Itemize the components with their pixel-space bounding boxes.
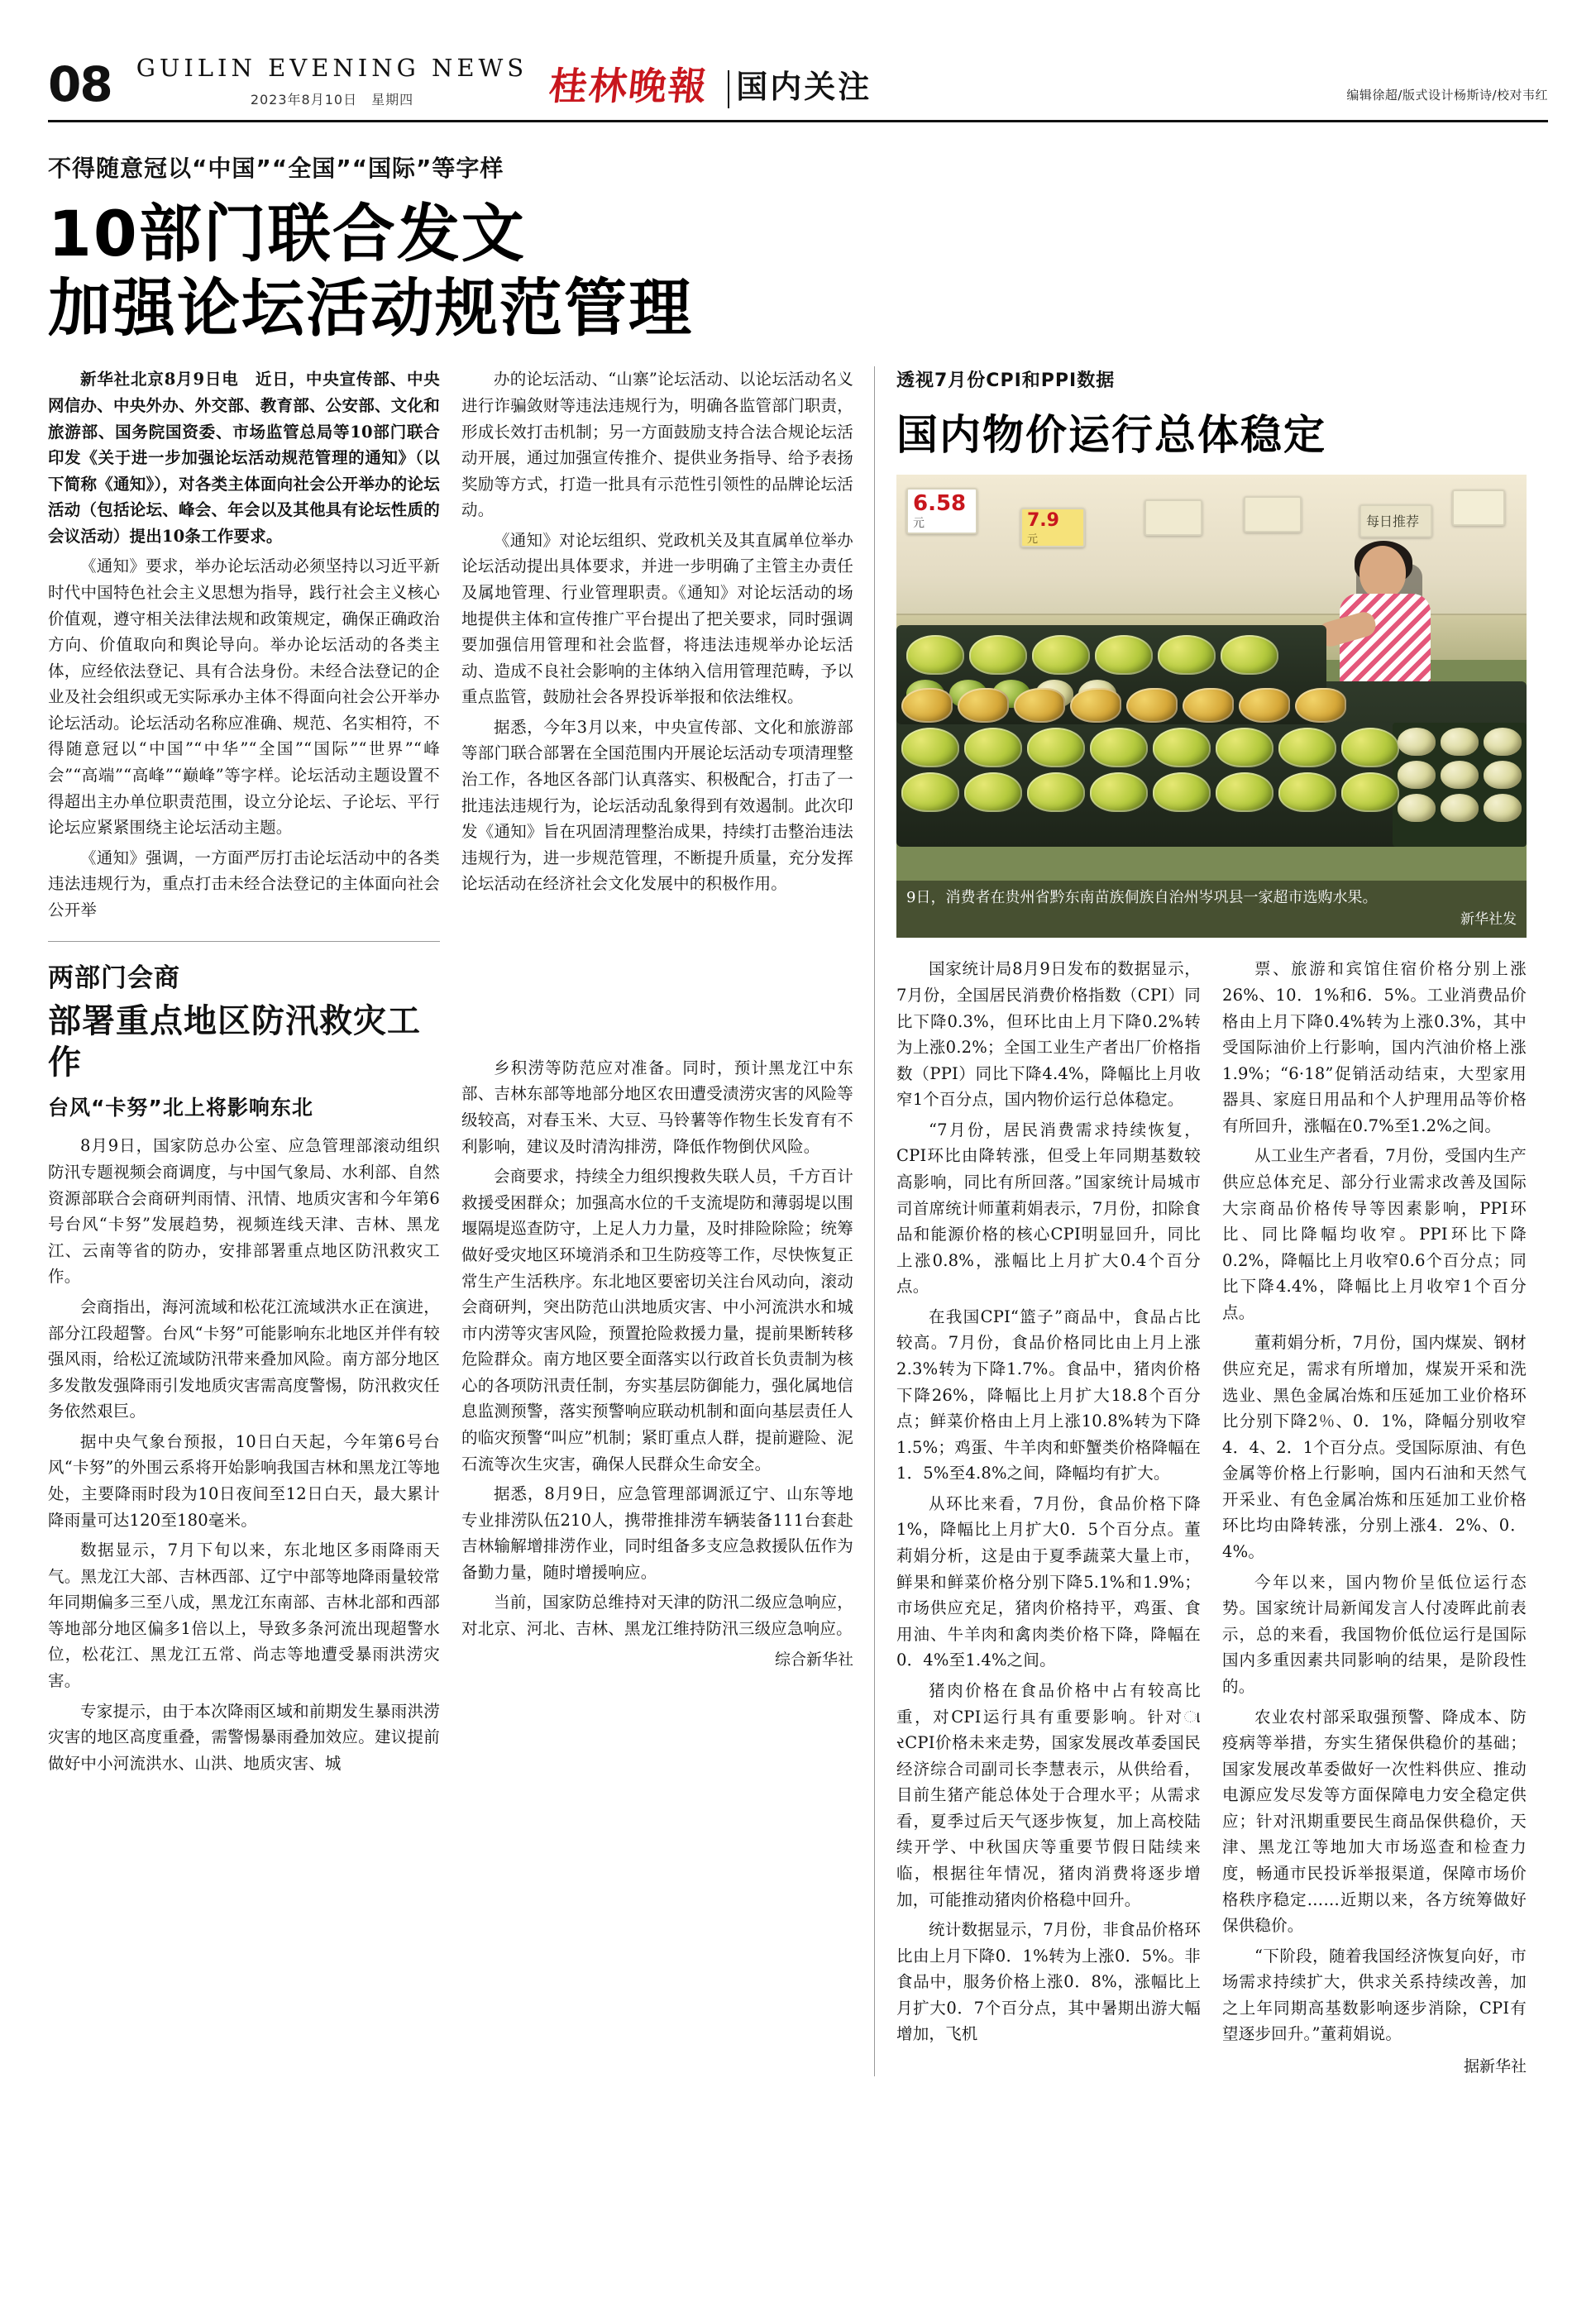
paragraph: 猪肉价格在食品价格中占有较高比重，对CPI运行具有重要影响。针对ારCPI价格未来走势，国家发展改革委国民经济综合司副司长李慧表示，从供给看，目前生猪产能总体处于合理水平；从需求看，夏季过后天气逐步恢复，加上高校陆续开学、中秋国庆等重要节假日陆续来临，根据往年情况，猪肉消费将逐步增加，可能推动猪肉价格稳中回升。 [896,1680,1201,1909]
lead-headline-line1: 10部门联合发文 [48,197,526,270]
column-1 [48,366,440,2076]
paragraph: 国家统计局8月9日发布的数据显示，7月份，全国居民消费价格指数（CPI）同比下降0.3%，但环比由上月下降0.2%转为上涨0.2%；全国工业生产者出厂价格指数（PPI）同比下降4.4%，降幅比上月收窄1个百分点，国内物价运行总体稳定。 [896,959,1201,1110]
paragraph: 董莉娟分析，7月份，国内煤炭、钢材供应充足，需求有所增加，煤炭开采和洗选业、黑色金属冶炼和压延加工业价格环比分别下降2％、0．1%，降幅分别收窄4．4、2．1个百分点。受国际原油、有色金属等价格上行影响，国内石油和天然气开采业、有色金属冶炼和压延加工业价格环比均由降转涨，分别上涨4．2%、0．4%。 [1222,1333,1527,1562]
fruit-item [964,728,1022,767]
paragraph: “7月份，居民消费需求持续恢复，CPI环比由降转涨，但受上年同期基数较高影响，同比有所回落。”国家统计局城市司首席统计师董莉娟表示，7月份，扣除食品和能源价格的核心CPI明显回升，同比上涨0.8%，涨幅比上月扩大0.4个百分点。 [896,1120,1201,1297]
fruit-item [1295,688,1346,723]
second-story-kicker: 两部门会商 [48,963,180,994]
fruit-item [1027,728,1085,767]
second-story-subhead: 台风“卡努”北上将影响东北 [48,1096,313,1120]
paper-name-english: GUILIN EVENING NEWS [136,54,528,83]
right-text-columns [896,956,1528,2076]
column-3 [896,956,1201,2076]
paragraph: 会商指出，海河流域和松花江流域洪水正在演进，部分江段超警。台风“卡努”可能影响东北地区并伴有较强风雨，给松辽流域防汛带来叠加风险。南方部分地区多发散发强降雨引发地质灾害需高度警惕，防汛救灾任务依然艰巨。 [48,1297,440,1421]
paragraph: 《通知》要求，举办论坛活动必须坚持以习近平新时代中国特色社会主义思想为指导，践行社会主义核心价值观，遵守相关法律法规和政策规定，确保正确政治方向、价值取向和舆论导向。举办论坛活动的各类主体，应经依法登记、具有合法身份。未经合法登记的企业及社会组织或无实际承办主体不得面向社会公开举办论坛活动。论坛活动名称应准确、规范、名实相符，不得随意冠以“中国”“中华”“全国”“国际”“世界”“峰会”“高端”“高峰”“巅峰”等字样。论坛活动主题设置不得超出主办单位职责范围，设立分论坛、子论坛、平行论坛应紧紧围绕主论坛活动主题。 [48,557,440,838]
paragraph: 票、旅游和宾馆住宿价格分别上涨26%、10．1%和6．5%。工业消费品价格由上月下降0.4%转为上涨0.3%，其中受国际油价上行影响，国内汽油价格上涨1.9%；“6·18”促销活动结束，大型家用器具、家庭日用品和个人护理用品等价格有所回升，涨幅在0.7%至1.2%之间。 [1222,959,1527,1135]
paragraph: 农业农村部采取强预警、降成本、防疫病等举措，夯实生猪保供稳价的基础；国家发展改革委做好一次性料供应、推动电源应发尽发等方面保障电力安全稳定供应；针对汛期重要民生商品保供稳价，天津、黑龙江等地加大市场巡查和检查力度，畅通市民投诉举报渠道，保障市场价格秩序稳定……近期以来，各方统筹做好保供稳价。 [1222,1707,1527,1936]
right-story-signature: 据新华社 [1463,2057,1527,2076]
paragraph: 8月9日，国家防总办公室、应急管理部滚动组织防汛专题视频会商调度，与中国气象局、水利部、自然资源部联合会商研判雨情、汛情、地质灾害和今年第6号台风“卡努”发展趋势，视频连线天津、吉林、黑龙江、云南等省的防办，安排部署重点地区防汛救灾工作。 [48,1136,440,1287]
left-package [48,366,875,2076]
photo-caption-bar [896,881,1527,938]
paper-name-chinese: 桂林晚報 [547,64,711,108]
paragraph: 统计数据显示，7月份，非食品价格环比由上月下降0．1%转为上涨0．5%。非食品中，服务价格上涨0．8%，涨幅比上月扩大0．7个百分点，其中暑期出游大幅增加，飞机 [896,1920,1201,2044]
fruit-item [1278,772,1336,812]
shelf-sign-label: 每日推荐 [1366,514,1420,530]
paragraph: 从环比来看，7月份，食品价格下降1%，降幅比上月扩大0．5个百分点。董莉娟分析，这是由于夏季蔬菜大量上市，鲜果和鲜菜价格分别下降5.1%和1.9%；市场供应充足，猪肉价格持平，鸡蛋、食用油、牛羊肉和禽肉类价格下降，降幅在0．4%至1.4%之间。 [896,1493,1201,1670]
price-tag-value: 7.9 [1027,510,1059,532]
fruit-item [1441,761,1479,789]
column-4 [1222,956,1527,2076]
price-tag-unit: 元 [913,517,925,531]
price-tag [906,488,977,534]
paragraph: 数据显示，7月下旬以来，东北地区多雨降雨天气。黑龙江大部、吉林西部、辽宁中部等地降雨量较常年同期偏多三至八成，黑龙江东南部、吉林北部和西部等地部分地区偏多1倍以上，导致多条河流出现超警水位，松花江、黑龙江五常、尚志等地遭受暴雨洪涝灾害。 [48,1541,440,1691]
paragraph: 在我国CPI“篮子”商品中，食品占比较高。7月份，食品价格同比由上月上涨2.3%转为下降1.7%。食品中，猪肉价格下降26%，降幅比上月扩大18.8个百分点；鲜菜价格由上月上涨10.8%转为下降1.5%；鸡蛋、牛羊肉和虾蟹类价格降幅在1．5%至4.8%之间，降幅均有扩大。 [896,1306,1201,1483]
shelf-sign [1452,490,1505,526]
produce-group-apples [1393,723,1527,827]
masthead [48,33,1548,122]
fruit-item [1095,635,1153,675]
photo-caption: 9日，消费者在贵州省黔东南苗族侗族自治州岑巩县一家超市选购水果。 [906,889,1378,907]
paragraph: “下阶段，随着我国经济恢复向好，市场需求持续扩大，供求关系持续改善，加之上年同期高基数影响逐步消除，CPI有望逐步回升。”董莉娟说。 [1222,1946,1527,2044]
fruit-item [1278,728,1336,767]
fruit-item [969,635,1027,675]
paragraph: 《通知》强调，一方面严厉打击论坛活动中的各类违法违规行为，重点打击未经合法登记的主体面向社会公开举 [48,848,440,920]
paragraph: 会商要求，持续全力组织搜救失联人员，千方百计救援受困群众；加强高水位的千支流堤防和薄弱堤以围堰隔堤巡查防守，上足人力力量，及时排险除险；统筹做好受灾地区环境消杀和卫生防疫等工作，尽快恢复正常生产生活秩序。东北地区要密切关注台风动向，滚动会商研判，突出防范山洪地质灾害、中小河流洪水和城市内涝等灾害风险，预置抢险救援力量，提前果断转移危险群众。南方地区要全面落实以行政首长负责制为核心的各项防汛责任制，夯实基层防御能力，强化属地信息监测预警，落实预警响应联动机制和面向基层责任人的临灾预警“叫应”机制；紧盯重点人群，提前避险、泥石流等次生灾害，确保人民群众生命安全。 [461,1167,853,1474]
price-tag-value: 6.58 [913,491,967,517]
fruit-item [1090,728,1148,767]
fruit-item [1070,688,1121,723]
fruit-item [1158,635,1216,675]
fruit-item [1153,728,1211,767]
fruit-item [1441,794,1479,822]
shelf-sign [1244,496,1302,533]
paragraph: 据悉，8月9日，应急管理部调派辽宁、山东等地专业排涝队伍210人，携带推排涝车辆装备111台套赴吉林输解增排涝作业，同时组备多支应急救援队伍作为备勤力量，随时增援响应。 [461,1484,853,1582]
shelf-sign [1144,499,1202,536]
fruit-item [1126,688,1178,723]
fruit-item [1398,761,1436,789]
fruit-item [1441,728,1479,756]
right-story-headline: 国内物价运行总体稳定 [896,411,1326,460]
paragraph: 据悉，今年3月以来，中央宣传部、文化和旅游部等部门联合部署在全国范围内开展论坛活动专项清理整治工作，各地区各部门认真落实、积极配合，打击了一批违法违规行为，论坛活动乱象得到有效遏制。此次印发《通知》旨在巩固清理整治成果，持续打击整治违法违规行为，进一步规范管理，不断提升质量，充分发挥论坛活动在经济社会文化发展中的积极作用。 [461,717,853,894]
paragraph: 办的论坛活动、“山寨”论坛活动、以论坛活动名义进行诈骗敛财等违法违规行为，明确各监管部门职责，形成长效打击机制；另一方面鼓励支持合法合规论坛活动开展，通过加强宣传推介、提供业务指导、给予表扬奖励等方式，打造一批具有示范性引领性的品牌论坛活动。 [461,370,853,520]
paragraph: 专家提示，由于本次降雨区域和前期发生暴雨洪涝灾害的地区高度重叠，需警惕暴雨叠加效应。建议提前做好中小河流洪水、山洪、地质灾害、城 [48,1701,440,1773]
section-divider [48,941,440,942]
paragraph: 当前，国家防总维持对天津的防汛二级应急响应，对北京、河北、吉林、黑龙江维持防汛三级应急响应。 [461,1593,853,1639]
fruit-item [1216,728,1273,767]
shelf-sign [1359,504,1432,537]
fruit-item [1341,728,1399,767]
price-tag [1020,508,1085,547]
photo-credit: 新华社发 [1460,910,1517,928]
lead-headline-line2: 加强论坛活动规范管理 [48,270,693,345]
fruit-item [1398,728,1436,756]
second-story-signature: 综合新华社 [774,1650,853,1669]
fruit-item [958,688,1009,723]
fruit-item [1484,794,1522,822]
produce-group-mangoes [896,683,1409,817]
paragraph: 据中央气象台预报，10日白天起，今年第6号台风“卡努”的外围云系将开始影响我国吉林和黑龙江等地处，主要降雨时段为10日夜间至12日白天，最大累计降雨量可达120至180毫米。 [48,1431,440,1530]
fruit-item [1027,772,1085,812]
masthead-title-block [136,55,528,108]
fruit-item [901,728,959,767]
issue-date: 2023年8月10日 星期四 [250,92,414,107]
fruit-item [1090,772,1148,812]
lead-headline [48,197,1548,345]
fruit-item [1484,728,1522,756]
paragraph: 新华社北京8月9日电 近日，中央宣传部、中央网信办、中央外办、外交部、教育部、公安部、文化和旅游部、国务院国资委、市场监管总局等10部门联合印发《关于进一步加强论坛活动规范管理的通知》（以下简称《通知》），对各类主体面向社会公开举办的论坛活动（包括论坛、峰会、年会以及其他具有论坛性质的会议活动）提出10条工作要求。 [48,370,440,546]
paragraph: 乡积涝等防范应对准备。同时，预计黑龙江中东部、吉林东部等地部分地区农田遭受渍涝灾害的风险等级较高，对春玉米、大豆、马铃薯等作物生长发育有不利影响，建议及时清沟排涝，降低作物倒伏风险。 [461,1058,853,1156]
fruit-item [1183,688,1234,723]
fruit-item [901,772,959,812]
paragraph: 从工业生产者看，7月份，受国内生产供应总体充足、部分行业需求改善及国际大宗商品价格传导等因素影响，PPI环比、同比降幅均收窄。PPI环比下降0.2%，降幅比上月收窄0.6个百分点；同比下降4.4%，降幅比上月收窄1个百分点。 [1222,1146,1527,1322]
lead-kicker: 不得随意冠以“中国”“全国”“国际”等字样 [48,155,504,182]
fruit-item [1221,635,1278,675]
fruit-item [906,635,964,675]
section-title: 国内关注 [728,70,885,108]
fruit-item [1398,794,1436,822]
column-2 [461,366,853,2076]
fruit-item [1032,635,1090,675]
fruit-item [1484,761,1522,789]
fruit-item [1216,772,1273,812]
fruit-item [1239,688,1290,723]
price-tag-unit: 元 [1027,533,1039,547]
fruit-item [1153,772,1211,812]
right-story-kicker: 透视7月份CPI和PPI数据 [896,370,1116,392]
editorial-credits: 编辑徐超/版式设计杨斯诗/校对韦红 [1346,88,1548,103]
paragraph: 今年以来，国内物价呈低位运行态势。国家统计局新闻发言人付凌晖此前表示，总的来看，我国物价低位运行是国际国内多重因素共同影响的结果，是阶段性的。 [1222,1572,1527,1696]
page-body [48,366,1548,2076]
page-folio: 08 [48,56,112,112]
news-photo [896,475,1527,938]
fruit-item [1014,688,1065,723]
second-story-headline: 部署重点地区防汛救灾工作 [48,1002,421,1082]
fruit-item [901,688,953,723]
paragraph: 《通知》对论坛组织、党政机关及其直属单位举办论坛活动提出具体要求，并进一步明确了主管主办责任及属地管理、行业管理职责。《通知》对论坛活动的场地提供主体和宣传推广平台提出了把关要求，同时强调要加强信用管理和社会监督，将违法违规举办论坛活动、造成不良社会影响的主体纳入信用管理范畴，予以重点监管，鼓励社会各界投诉举报和依法维权。 [461,530,853,707]
shopper-head [1359,546,1406,599]
right-package [875,366,1528,2076]
fruit-item [964,772,1022,812]
fruit-item [1341,772,1399,812]
